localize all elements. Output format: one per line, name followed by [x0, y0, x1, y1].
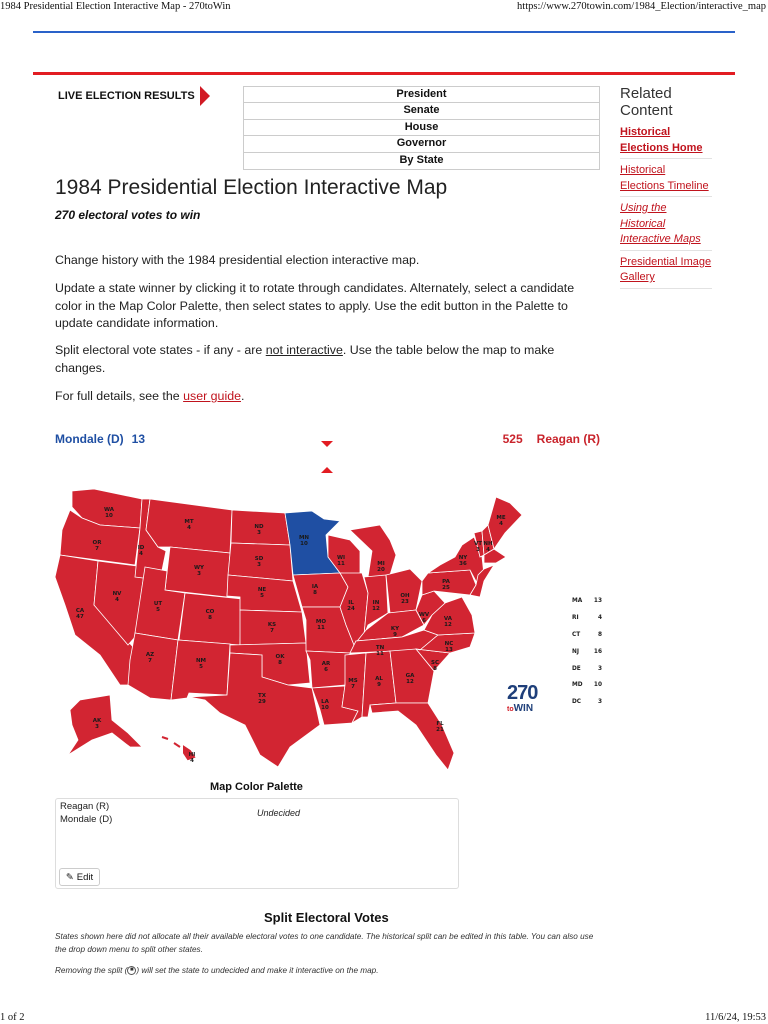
state-az[interactable] — [128, 633, 178, 700]
intro-paragraph-1: Change history with the 1984 presidential election interactive map. — [55, 253, 420, 267]
small-state-abbr: DC — [572, 699, 582, 706]
dem-score — [55, 432, 145, 446]
state-votes-va: 12 — [444, 622, 452, 628]
logo-text: toWIN — [507, 703, 534, 714]
election-type-menu — [243, 86, 600, 170]
state-votes-ar: 6 — [324, 667, 328, 673]
state-label-sd: SD — [254, 556, 264, 562]
small-state-votes: 3 — [597, 699, 602, 706]
state-label-wa: WA — [103, 507, 115, 513]
state-votes-mt: 4 — [187, 525, 191, 531]
state-votes-in: 12 — [372, 606, 380, 612]
rep-candidate-name: Reagan (R) — [536, 432, 600, 446]
state-votes-wy: 3 — [197, 571, 201, 577]
small-state-votes: 3 — [597, 665, 602, 672]
state-votes-ks: 7 — [270, 628, 274, 634]
state-label-oh: OH — [400, 593, 410, 599]
live-election-results-link[interactable] — [58, 86, 210, 106]
small-state-votes: 8 — [597, 631, 602, 638]
state-votes-mn: 10 — [300, 541, 308, 547]
intro-p4-text-b: . — [240, 389, 245, 403]
print-url: https://www.270towin.com/1984_Election/interactive_map — [517, 1, 766, 12]
state-votes-nh: 4 — [486, 547, 490, 553]
state-label-me: ME — [496, 515, 506, 521]
intro-p4-text-a: For full details, see the — [55, 389, 184, 403]
state-votes-il: 24 — [347, 606, 355, 612]
state-ar[interactable] — [306, 651, 350, 688]
small-state-votes: 13 — [593, 598, 602, 604]
state-label-nv: NV — [112, 591, 122, 597]
state-label-fl: FL — [436, 721, 444, 727]
palette-reagan[interactable]: Reagan (R) — [60, 801, 110, 812]
state-fl[interactable] — [370, 703, 454, 770]
state-label-nc: NC — [444, 641, 454, 647]
state-label-ky: KY — [390, 626, 400, 632]
palette-undecided[interactable]: Undecided — [257, 808, 301, 818]
state-votes-al: 9 — [377, 682, 381, 688]
state-label-la: LA — [321, 699, 329, 705]
state-label-mn: MN — [298, 535, 310, 541]
state-label-id: ID — [137, 545, 145, 551]
nav-president[interactable]: President — [244, 87, 599, 103]
state-label-ar: AR — [321, 661, 331, 667]
state-votes-ia: 8 — [313, 590, 317, 596]
related-content-title: Related Content — [620, 85, 673, 119]
link-using-interactive-maps[interactable]: Using the Historical Interactive Maps — [620, 201, 712, 251]
state-votes-pa: 25 — [442, 585, 450, 591]
state-label-wy: WY — [193, 565, 205, 571]
state-votes-hi: 4 — [190, 758, 194, 764]
state-label-ca: CA — [75, 608, 85, 614]
split-removal-note: Removing the split ( ■ ) will set the state to undecided and make it interactive on the map. — [55, 966, 379, 975]
state-label-or: OR — [92, 540, 102, 546]
state-votes-ut: 5 — [156, 607, 160, 613]
state-label-ny: NY — [458, 555, 468, 561]
state-votes-ms: 7 — [351, 684, 355, 690]
state-votes-id: 4 — [139, 551, 143, 557]
small-state-nj[interactable] — [572, 649, 602, 666]
small-state-votes: 16 — [593, 648, 602, 655]
state-label-ms: MS — [348, 678, 358, 684]
rep-score — [503, 432, 600, 446]
small-state-abbr: CT — [572, 631, 581, 638]
small-state-md[interactable] — [572, 682, 602, 699]
intro-p3-text-b: . Use the table below the map to make changes. — [55, 343, 555, 375]
small-state-votes: 4 — [597, 614, 602, 621]
arrow-right-icon — [200, 86, 210, 106]
page-title: 1984 Presidential Election Interactive Map — [55, 176, 448, 199]
state-label-tx: TX — [258, 693, 266, 699]
state-votes-nm: 5 — [199, 664, 203, 670]
state-votes-ga: 12 — [406, 679, 414, 685]
state-label-sc: SC — [431, 660, 439, 666]
small-state-ma[interactable] — [572, 598, 602, 615]
header-divider-red — [33, 72, 735, 75]
state-votes-sd: 3 — [257, 562, 261, 568]
state-votes-tx: 29 — [258, 699, 266, 705]
state-label-ga: GA — [405, 673, 415, 679]
state-label-ok: OK — [275, 654, 285, 660]
page-subtitle: 270 electoral votes to win — [55, 208, 201, 222]
small-state-ri[interactable] — [572, 615, 602, 632]
state-votes-wi: 11 — [337, 561, 345, 567]
state-label-ut: UT — [153, 601, 163, 607]
dem-candidate-name: Mondale (D) — [55, 432, 124, 446]
state-ak[interactable] — [68, 695, 142, 755]
state-votes-ny: 36 — [459, 561, 467, 567]
state-label-wi: WI — [336, 555, 346, 561]
nav-senate[interactable]: Senate — [244, 103, 599, 119]
intro-p3-text-a: Split electoral vote states - if any - are — [55, 343, 266, 357]
state-votes-nd: 3 — [257, 530, 261, 536]
state-label-nm: NM — [195, 658, 207, 664]
state-label-vt: VT — [473, 541, 483, 547]
state-label-va: VA — [443, 616, 453, 622]
related-content-sidebar — [620, 85, 712, 293]
not-interactive-text: not interactive — [265, 343, 343, 357]
state-label-al: AL — [375, 676, 383, 682]
dem-electoral-votes: 13 — [131, 432, 146, 446]
split-electoral-votes-title: Split Electoral Votes — [264, 910, 389, 925]
small-state-abbr: DE — [572, 665, 581, 672]
state-ia[interactable] — [293, 573, 348, 607]
state-votes-la: 10 — [321, 705, 329, 711]
state-oh[interactable] — [386, 569, 422, 613]
state-label-wv: WV — [418, 612, 430, 618]
state-label-mo: MO — [315, 619, 327, 625]
split-explanation: States shown here did not allocate all their available electoral votes to one candidate. The historical split can be edited in this table. You can also use the drop down menu to split other states. — [55, 932, 594, 954]
small-state-abbr: MA — [572, 598, 583, 604]
state-votes-ne: 5 — [260, 593, 264, 599]
user-guide-link[interactable]: user guide — [183, 389, 241, 403]
state-label-mt: MT — [184, 519, 194, 525]
state-votes-or: 7 — [95, 546, 99, 552]
edit-palette-button[interactable] — [59, 868, 100, 886]
state-label-az: AZ — [145, 652, 155, 658]
rep-electoral-votes: 525 — [502, 432, 523, 446]
state-label-pa: PA — [442, 579, 450, 585]
state-label-il: IL — [348, 600, 354, 606]
small-state-abbr: RI — [572, 614, 579, 621]
state-votes-tn: 11 — [376, 651, 384, 657]
state-votes-ok: 8 — [278, 660, 282, 666]
state-votes-ky: 9 — [393, 632, 397, 638]
state-votes-ak: 3 — [95, 724, 99, 730]
link-presidential-image-gallery[interactable]: Presidential Image Gallery — [620, 255, 712, 289]
print-page-title: 1984 Presidential Election Interactive Map - 270toWin — [0, 1, 231, 12]
us-electoral-map — [50, 485, 530, 770]
intro-paragraph-3 — [55, 342, 600, 377]
small-state-dc[interactable] — [572, 699, 602, 716]
map-color-palette-title: Map Color Palette — [210, 781, 303, 793]
small-state-ct[interactable] — [572, 632, 602, 649]
print-datetime: 11/6/24, 19:53 — [705, 1012, 766, 1023]
state-label-ia: IA — [311, 584, 319, 590]
link-historical-elections-home[interactable]: Historical Elections Home — [620, 125, 712, 159]
pencil-icon: ✎ — [65, 871, 74, 883]
state-label-nh: NH — [483, 541, 493, 547]
nav-house[interactable]: House — [244, 120, 599, 136]
state-nm[interactable] — [171, 640, 230, 700]
small-state-votes: 10 — [593, 682, 602, 689]
triangle-down-icon — [321, 441, 333, 447]
map-color-palette — [55, 798, 459, 889]
state-votes-vt: 3 — [476, 547, 480, 553]
small-states-list — [572, 598, 602, 716]
state-me[interactable] — [488, 497, 522, 549]
triangle-up-icon — [321, 467, 333, 473]
state-label-co: CO — [205, 609, 215, 615]
palette-mondale[interactable]: Mondale (D) — [60, 814, 113, 825]
small-state-abbr: NJ — [572, 648, 580, 655]
state-votes-az: 7 — [148, 658, 152, 664]
print-page-number: 1 of 2 — [0, 1012, 25, 1023]
state-votes-me: 4 — [499, 521, 503, 527]
state-votes-mo: 11 — [317, 625, 325, 631]
intro-paragraph-4 — [55, 388, 600, 406]
trash-icon: ■ — [127, 966, 136, 975]
state-votes-ca: 47 — [76, 614, 84, 620]
state-votes-nv: 4 — [115, 597, 119, 603]
small-state-de[interactable] — [572, 666, 602, 683]
state-label-in: IN — [372, 600, 380, 606]
link-historical-elections-timeline[interactable]: Historical Elections Timeline — [620, 163, 712, 197]
state-votes-co: 8 — [208, 615, 212, 621]
logo-number: 270 — [507, 682, 538, 704]
intro-paragraph-2: Update a state winner by clicking it to rotate through candidates. Alternately, select a candidate color in the Map Color Palette, then select states to apply. Use the edit button in the Palette to update candidate information. — [55, 281, 575, 331]
state-votes-fl: 21 — [436, 727, 444, 733]
state-votes-nc: 13 — [445, 647, 453, 653]
state-label-nd: ND — [254, 524, 264, 530]
state-votes-sc: 8 — [433, 666, 437, 672]
nav-by-state[interactable]: By State — [399, 153, 444, 166]
live-election-results-label: LIVE ELECTION RESULTS — [58, 90, 195, 102]
state-label-ne: NE — [257, 587, 267, 593]
header-divider-blue — [33, 31, 735, 33]
state-votes-wa: 10 — [105, 513, 113, 519]
state-label-tn: TN — [375, 645, 385, 651]
state-votes-wv: 6 — [422, 618, 426, 624]
state-votes-oh: 23 — [401, 599, 409, 605]
state-label-ak: AK — [92, 718, 102, 724]
nav-governor[interactable]: Governor — [244, 136, 599, 152]
edit-label: Edit — [76, 871, 94, 883]
state-label-hi: HI — [188, 752, 196, 758]
small-state-abbr: MD — [572, 682, 583, 689]
state-label-mi: MI — [377, 561, 385, 567]
state-label-ks: KS — [267, 622, 277, 628]
270towin-logo — [507, 683, 543, 717]
state-votes-mi: 20 — [377, 567, 385, 573]
